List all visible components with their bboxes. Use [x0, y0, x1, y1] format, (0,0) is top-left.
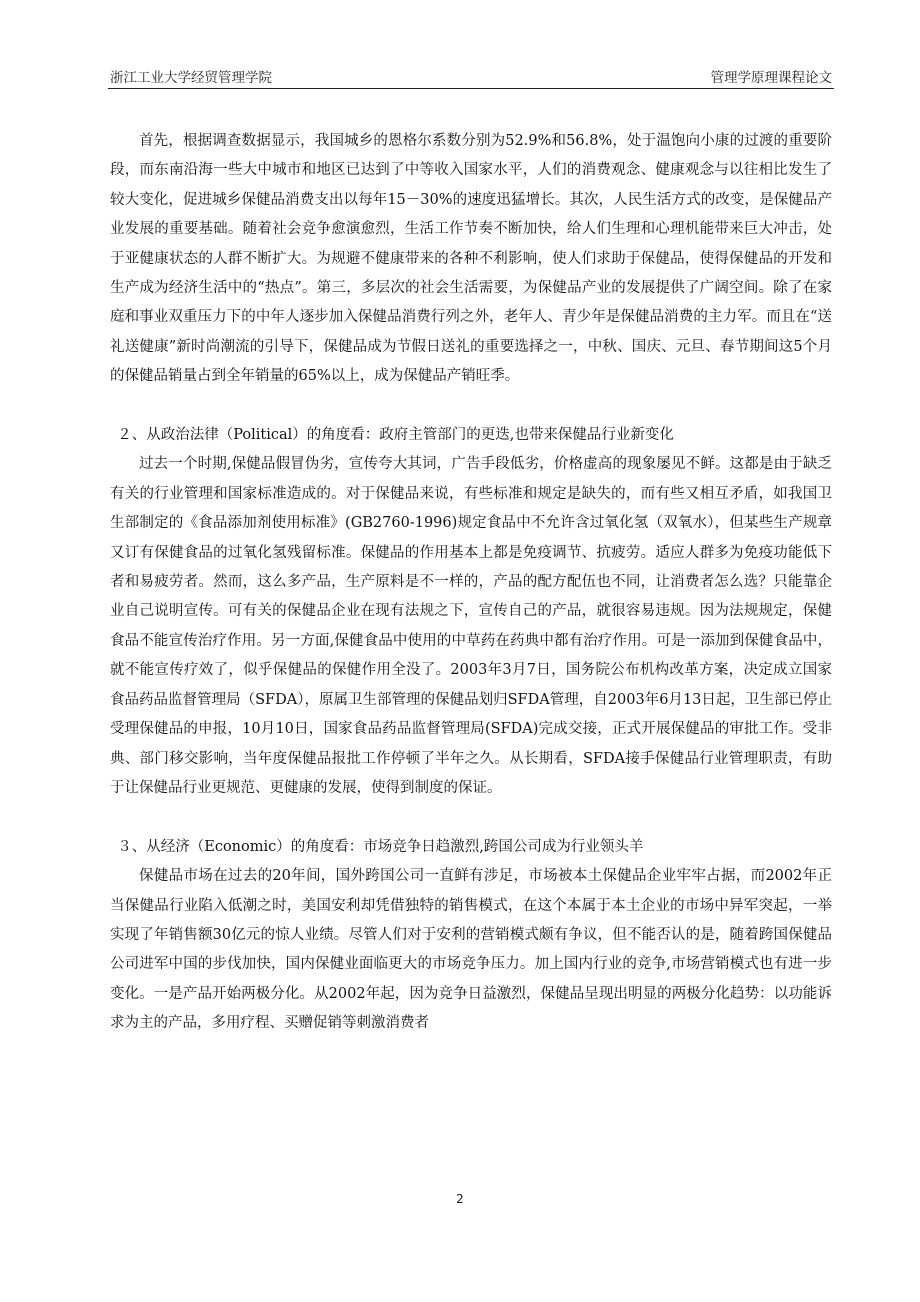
- header-institution: 浙江工业大学经贸管理学院: [110, 70, 272, 86]
- paragraph-political: 过去一个时期,保健品假冒伪劣，宣传夸大其词，广告手段低劣，价格虚高的现象屡见不鲜。这都是由于缺乏有关的行业管理和国家标准造成的。对于保健品来说，有些标准和规定是缺失的，而有些又相互矛盾，如我国卫生部制定的《食品添加剂使用标准》(GB2760-1996)规定食品中不允许含过氧化氢（双氧水），但某些生产规章又订有保健食品的过氧化氢残留标准。保健品的作用基本上都是免疫调节、抗疲劳。适应人群多为免疫功能低下者和易疲劳者。然而，这么多产品，生产原料是不一样的，产品的配方配伍也不同，让消费者怎么选？只能靠企业自己说明宣传。可有关的保健品企业在现有法规之下，宣传自己的产品，就很容易违规。因为法规规定，保健食品不能宣传治疗作用。另一方面,保健食品中使用的中草药在药典中都有治疗作用。可是一添加到保健食品中，就不能宣传疗效了，似乎保健品的保健作用全没了。2003年3月7日，国务院公布机构改革方案，决定成立国家食品药品监督管理局（SFDA），原属卫生部管理的保健品划归SFDA管理，自2003年6月13日起，卫生部已停止受理保健品的申报，10月10日，国家食品药品监督管理局(SFDA)完成交接，正式开展保健品的审批工作。受非典、部门移交影响，当年度保健品报批工作停顿了半年之久。从长期看，SFDA接手保健品行业管理职责，有助于让保健品行业更规范、更健康的发展，使得到制度的保证。: [110, 456, 832, 796]
- document-body: [110, 127, 832, 1039]
- section-heading-economic: ３、从经济（Economic）的角度看：市场竞争日趋激烈,跨国公司成为行业领头羊: [117, 838, 644, 855]
- header-course-title: 管理学原理课程论文: [710, 70, 832, 86]
- paragraph-economic: 保健品市场在过去的20年间，国外跨国公司一直鲜有涉足，市场被本土保健品企业牢牢占据，而2002年正当保健品行业陷入低潮之时，美国安利却凭借独特的销售模式，在这个本属于本土企业的市场中异军突起，一举实现了年销售额30亿元的惊人业绩。尽管人们对于安利的营销模式颇有争议，但不能否认的是，随着跨国保健品公司进军中国的步伐加快，国内保健业面临更大的市场竞争压力。加上国内行业的竞争,市场营销模式也有进一步变化。一是产品开始两极分化。从2002年起，因为竞争日益激烈，保健品呈现出明显的两极分化趋势：以功能诉求为主的产品，多用疗程、买赠促销等刺激消费者: [110, 868, 832, 1032]
- page-header: [108, 66, 834, 89]
- section-heading-political: ２、从政治法律（Political）的角度看：政府主管部门的更迭,也带来保健品行业新变化: [117, 427, 674, 444]
- page-number: 2: [456, 1192, 464, 1206]
- paragraph-social-factors: 首先，根据调查数据显示，我国城乡的恩格尔系数分别为52.9%和56.8%，处于温饱向小康的过渡的重要阶段，而东南沿海一些大中城市和地区已达到了中等收入国家水平，人们的消费观念、健康观念与以往相比发生了较大变化，促进城乡保健品消费支出以每年15－30%的速度迅猛增长。其次，人民生活方式的改变，是保健品产业发展的重要基础。随着社会竞争愈演愈烈，生活工作节奏不断加快，给人们生理和心理机能带来巨大冲击，处于亚健康状态的人群不断扩大。为规避不健康带来的各种不利影响，使人们求助于保健品，使得保健品的开发和生产成为经济生活中的“热点”。第三，多层次的社会生活需要，为保健品产业的发展提供了广阔空间。除了在家庭和事业双重压力下的中年人逐步加入保健品消费行列之外，老年人、青少年是保健品消费的主力军。而且在“送礼送健康”新时尚潮流的引导下，保健品成为节假日送礼的重要选择之一，中秋、国庆、元旦、春节期间这5个月的保健品销量占到全年销量的65%以上，成为保健品产销旺季。: [110, 133, 832, 385]
